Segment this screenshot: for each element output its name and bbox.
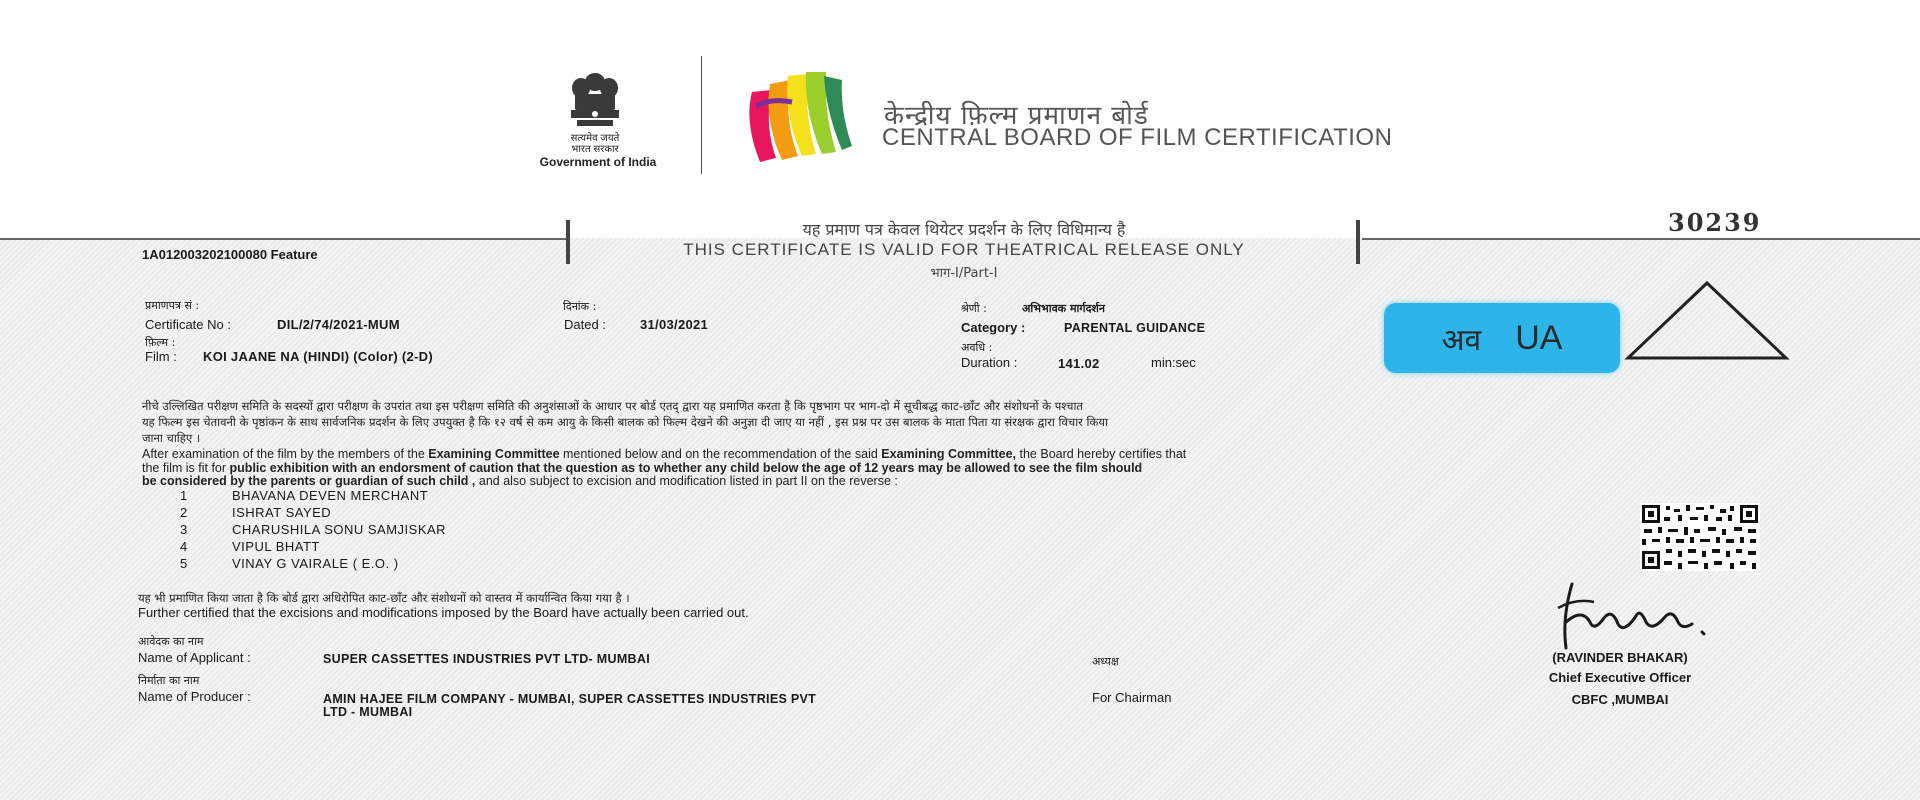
body-para-english-2: [142, 461, 1142, 475]
reference-code: 1A012003202100080 Feature: [142, 247, 318, 262]
category-value: PARENTAL GUIDANCE: [1064, 321, 1206, 335]
member-number: 3: [180, 522, 188, 537]
cert-no-value: DIL/2/74/2021-MUM: [277, 317, 400, 332]
applicant-label: Name of Applicant :: [138, 650, 251, 665]
signatory-office: CBFC ,MUMBAI: [1571, 692, 1669, 707]
duration-hindi-label: अवधि :: [961, 341, 993, 354]
dated-value: 31/03/2021: [640, 317, 709, 332]
emblem-motto: सत्यमेव जयते: [570, 133, 620, 144]
producer-hindi-label: निर्माता का नाम: [138, 674, 200, 687]
signature-icon: [1532, 578, 1718, 654]
applicant-value: SUPER CASSETTES INDUSTRIES PVT LTD- MUMBAI: [323, 652, 650, 666]
body-para-english-1: [142, 447, 1186, 461]
member-name: BHAVANA DEVEN MERCHANT: [232, 488, 429, 503]
film-hindi-label: फ़िल्म :: [145, 336, 176, 349]
member-number: 1: [180, 488, 188, 503]
validity-line-english: THIS CERTIFICATE IS VALID FOR THEATRICAL RELEASE ONLY: [683, 240, 1245, 259]
banner-rule-right: [1362, 238, 1920, 240]
applicant-hindi-label: आवेदक का नाम: [138, 635, 204, 648]
duration-label: Duration :: [961, 355, 1018, 370]
banner-bar-left: [566, 220, 570, 264]
national-emblem-icon: [553, 68, 637, 134]
producer-value-line-2: LTD - MUMBAI: [323, 705, 413, 719]
producer-label: Name of Producer :: [138, 689, 251, 704]
body-text: mentioned below and on the recommendation of the said: [559, 447, 882, 461]
member-name: CHARUSHILA SONU SAMJISKAR: [232, 522, 447, 537]
dated-hindi-label: दिनांक :: [563, 300, 597, 313]
board-title-english: CENTRAL BOARD OF FILM CERTIFICATION: [882, 124, 1393, 151]
banner-bar-right: [1356, 220, 1360, 264]
body-text: the Board hereby certifies that: [1016, 447, 1187, 461]
member-name: VIPUL BHATT: [232, 539, 320, 554]
signatory-title: Chief Executive Officer: [1548, 670, 1692, 685]
triangle-icon: [1624, 280, 1790, 362]
chairman-hindi-label: अध्यक्ष: [1092, 655, 1119, 668]
body-bold-text: be considered by the parents or guardian of such child ,: [142, 474, 476, 488]
board-title-hindi: केन्द्रीय फ़िल्म प्रमाणन बोर्ड: [884, 101, 1149, 131]
body-para-hindi-3: जाना चाहिए ।: [142, 431, 201, 445]
producer-value-line-1: AMIN HAJEE FILM COMPANY - MUMBAI, SUPER CASSETTES INDUSTRIES PVT: [323, 692, 817, 706]
emblem-gov-hindi: भारत सरकार: [571, 144, 619, 155]
rating-badge: [1384, 303, 1620, 373]
member-name: ISHRAT SAYED: [232, 505, 332, 520]
body-para-hindi-2: यह फिल्म इस चेतावनी के पृष्ठांकन के साथ सार्वजनिक प्रदर्शन के लिए उपयुक्त है कि १२ वर्ष से कम आयु के किसी बालक को फिल्म देखने की अनुज्ञा दी जाए या नहीं , इस प्रश्न पर उस बालक के माता पिता या संरक्षक द्वारा विचार किया: [142, 415, 1109, 429]
body-para-hindi-1: नीचे उल्लिखित परीक्षण समिति के सदस्यों द्वारा परीक्षण के उपरांत तथा इस परीक्षण समिति की अनुशंसाओं के आधार पर बोर्ड एतद् द्वारा यह प्रमाणित करता है कि पृष्ठभाग पर भाग-दो में सूचीबद्ध काट-छाँट और संशोधनों के पश्चात: [142, 399, 1083, 413]
body-para-english-3: [142, 474, 898, 488]
category-hindi-label: श्रेणी :: [961, 302, 987, 315]
dated-label: Dated :: [564, 317, 606, 332]
validity-banner: [576, 218, 1352, 281]
body-text: the film is fit for: [142, 461, 230, 475]
category-label: Category :: [961, 320, 1026, 335]
government-of-india-label: Government of India: [539, 155, 657, 169]
film-value: KOI JAANE NA (HINDI) (Color) (2-D): [203, 349, 433, 364]
qr-code-icon: [1640, 503, 1760, 571]
cbfc-logo-icon: [742, 62, 854, 168]
cert-no-label: Certificate No :: [145, 317, 231, 332]
body-text: After examination of the film by the members of the: [142, 447, 429, 461]
member-number: 4: [180, 539, 188, 554]
duration-unit: min:sec: [1151, 355, 1196, 370]
further-certified-hindi: यह भी प्रमाणित किया जाता है कि बोर्ड द्वारा अधिरोपित काट-छाँट और संशोधनों को वास्तव में कार्यान्वित किया गया है ।: [138, 591, 630, 605]
signatory-name: (RAVINDER BHAKAR): [1552, 650, 1688, 665]
rating-hindi: अव: [1441, 322, 1482, 358]
body-bold-text: Examining Committee,: [881, 447, 1017, 461]
duration-value: 141.02: [1058, 356, 1100, 371]
validity-line-hindi: यह प्रमाण पत्र केवल थियेटर प्रदर्शन के लिए विधिमान्य है: [802, 220, 1126, 239]
member-number: 5: [180, 556, 188, 571]
rating-english: UA: [1515, 318, 1563, 357]
film-label: Film :: [145, 349, 177, 364]
serial-number: 30239: [1668, 208, 1762, 237]
body-bold-text: Examining Committee: [428, 447, 560, 461]
member-number: 2: [180, 505, 188, 520]
category-hindi-value: अभिभावक मार्गदर्शन: [1022, 302, 1106, 315]
body-bold-text: public exhibition with an endorsment of caution that the question as to whether any child below the age of 12 years may be allowed to see the film should: [229, 461, 1143, 475]
member-name: VINAY G VAIRALE ( E.O. ): [232, 556, 399, 571]
cert-no-hindi-label: प्रमाणपत्र सं :: [145, 299, 200, 312]
for-chairman-label: For Chairman: [1092, 690, 1172, 705]
header-divider: [701, 56, 702, 174]
further-certified-english: Further certified that the excisions and modifications imposed by the Board have actually been carried out.: [138, 605, 749, 620]
banner-rule-left: [0, 238, 566, 240]
part-label: भाग-I/Part-I: [930, 266, 998, 281]
body-text: and also subject to excision and modification listed in part II on the reverse :: [475, 474, 898, 488]
